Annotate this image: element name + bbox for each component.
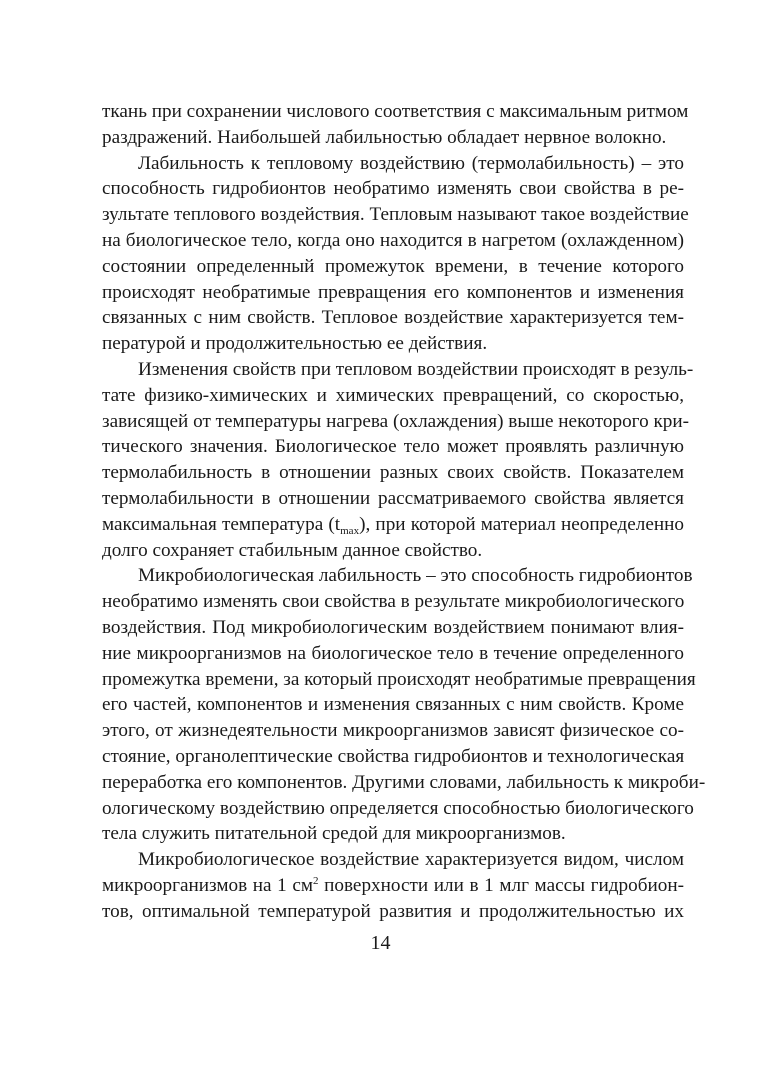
text-fragment: поверхности или в 1 мл [318, 874, 522, 896]
text-line: тов, оптимальной температурой развития и продолжительностью их [102, 900, 684, 922]
text-line: термолабильность в отношении разных своих свойств. Показателем [102, 462, 684, 484]
superscript-2: 2 [313, 874, 319, 887]
text-line: Микробиологическое воздействие характеризуется видом, числом [138, 849, 684, 871]
text-line: переработка его компонентов. Другими словами, лабильность к микроби- [102, 771, 706, 793]
text-line: на биологическое тело, когда оно находится в нагретом (охлажденном) [102, 229, 684, 251]
text-line: раздражений. Наибольшей лабильностью обладает нервное волокно. [102, 126, 667, 148]
text-line: ткань при сохранении числового соответствия с максимальным ритмом [102, 101, 689, 122]
body-text [102, 99, 706, 925]
text-line: тела служить питательной средой для микроорганизмов. [102, 823, 566, 845]
text-line: зависящей от температуры нагрева (охлаждения) выше некоторого кри- [102, 410, 690, 432]
text-line: Лабильность к тепловому воздействию (термолабильность) – это [138, 152, 684, 174]
text-fragment: максимальная температура (t [102, 513, 341, 535]
text-line: связанных с ним свойств. Тепловое воздействие характеризуется тем- [102, 307, 684, 329]
text-line: ологическому воздействию определяется способностью биологического [102, 797, 694, 819]
text-line-cm2 [102, 873, 684, 899]
text-line: пературой и продолжительностью ее действия. [102, 333, 488, 355]
text-fragment: г массы гидробион- [521, 874, 684, 896]
text-line: способность гидробионтов необратимо изменять свои свойства в ре- [102, 178, 684, 200]
text-line: зультате теплового воздействия. Тепловым называют такое воздействие [102, 204, 689, 226]
text-line: происходят необратимые превращения его компонентов и изменения [102, 281, 684, 303]
text-line: необратимо изменять свои свойства в результате микробиологического [102, 591, 685, 613]
text-line: его частей, компонентов и изменения связанных с ним свойств. Кроме [102, 694, 684, 716]
text-line-tmax [102, 512, 684, 538]
text-line: тате физико-химических и химических превращений, со скоростью, [102, 384, 684, 406]
text-fragment: микроорганизмов на 1 см [102, 874, 314, 896]
text-line: воздействия. Под микробиологическим воздействием понимают влия- [102, 616, 684, 638]
text-line: тического значения. Биологическое тело может проявлять различную [102, 436, 684, 458]
text-line: стояние, органолептические свойства гидробионтов и технологическая [102, 745, 685, 767]
text-line: Изменения свойств при тепловом воздействии происходят в резуль- [138, 358, 694, 380]
text-line: ние микроорганизмов на биологическое тело в течение определенного [102, 642, 684, 664]
text-line: долго сохраняет стабильным данное свойство. [102, 539, 483, 561]
subscript-max: max [340, 524, 360, 537]
text-line: этого, от жизнедеятельности микроорганизмов зависят физическое со- [102, 720, 684, 742]
text-line: состоянии определенный промежуток времени, в течение которого [102, 255, 684, 277]
text-line: Микробиологическая лабильность – это способность гидробионтов [138, 565, 693, 587]
text-fragment: ), при которой материал неопределенно [359, 513, 684, 535]
text-line: термолабильности в отношении рассматриваемого свойства является [102, 487, 684, 509]
page-number: 14 [370, 932, 391, 954]
text-line: промежутка времени, за который происходят необратимые превращения [102, 668, 696, 690]
